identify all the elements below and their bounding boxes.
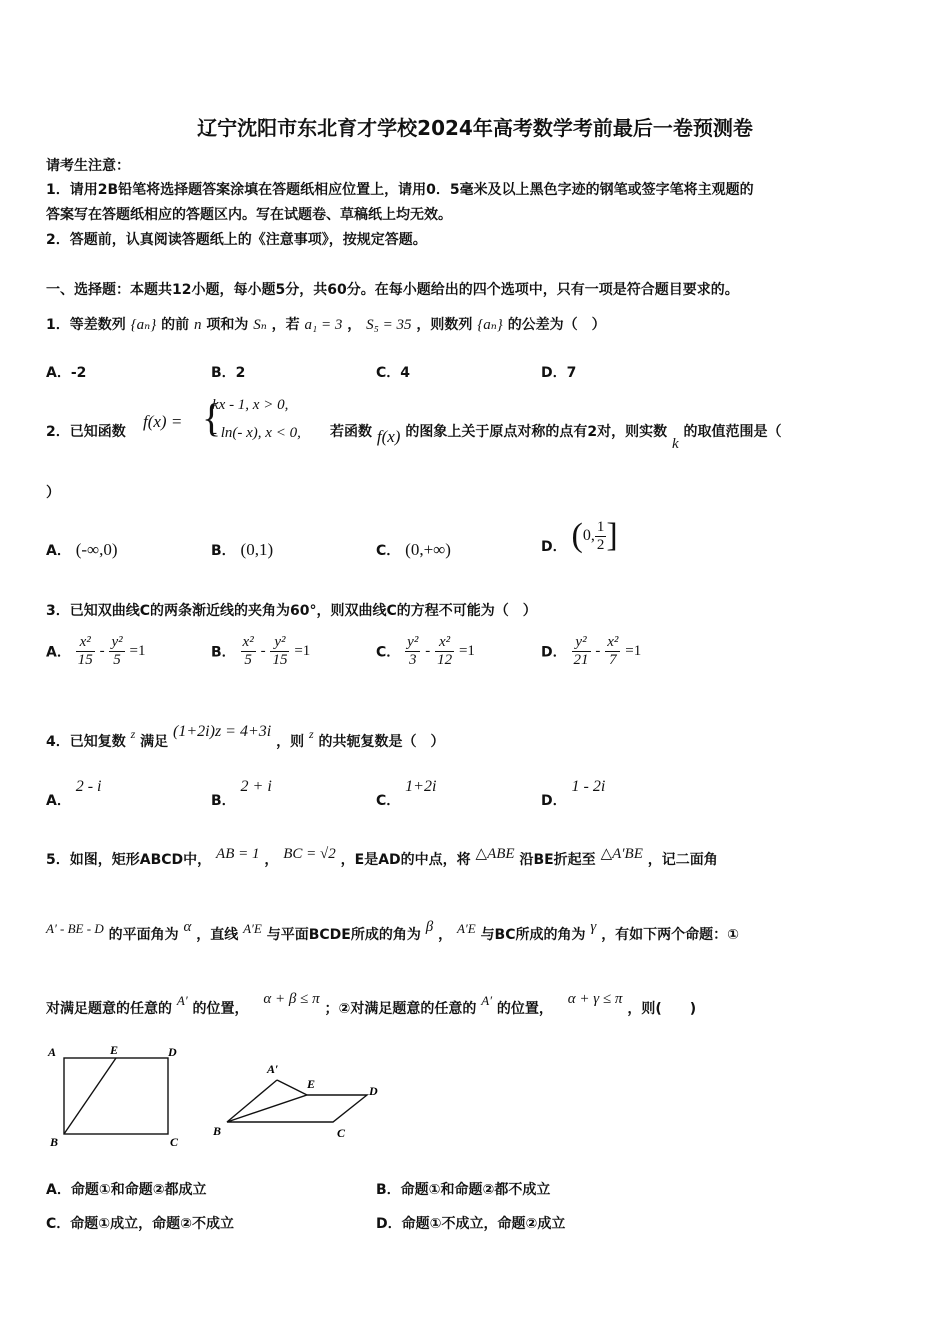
figure-rectangle <box>40 1040 190 1150</box>
q2-option-d[interactable] <box>541 516 618 556</box>
label-c: C <box>170 1135 179 1149</box>
q3-fraction <box>109 634 124 669</box>
q2-paren-close: ] <box>606 517 618 554</box>
q2-option-b[interactable] <box>211 540 273 560</box>
q3-fraction <box>270 634 289 669</box>
q3-fraction <box>572 634 591 669</box>
q2-case-1: kx - 1, x > 0, <box>212 397 289 413</box>
q4-text: ，则 <box>276 734 305 750</box>
q3-eq: =1 <box>458 643 475 659</box>
q1-option-c[interactable]: C．4 <box>376 365 411 381</box>
q3-option-label: D． <box>541 644 567 661</box>
q5-text: ， <box>438 927 453 943</box>
q3-den: 12 <box>437 652 453 668</box>
label-a: A <box>48 1045 57 1059</box>
q3-minus: - <box>595 643 601 659</box>
figure-folded <box>205 1055 395 1150</box>
q2-fraction-num: 1 <box>596 518 605 535</box>
q5-text: 的位置， <box>496 1001 553 1017</box>
q1-math-sequence: {aₙ} <box>477 317 503 333</box>
q5-text: 的平面角为 <box>108 927 179 943</box>
q5-math: A′ <box>481 993 493 1008</box>
q5-math: α + β ≤ π <box>263 991 320 1007</box>
q1-text: ， <box>347 317 362 333</box>
segment-be <box>64 1058 116 1134</box>
q5-text: 5．如图，矩形ABCD中， <box>46 852 212 868</box>
q4-option-value: 1 - 2i <box>571 778 606 795</box>
q3-num: x² <box>242 634 254 650</box>
q4-text: 4．已知复数 <box>46 734 126 750</box>
q3-den: 3 <box>408 652 417 668</box>
q4-option-a[interactable] <box>46 776 102 809</box>
segment-ba <box>227 1080 277 1122</box>
q3-den: 5 <box>113 652 121 668</box>
section-heading: 一、选择题：本题共12小题，每小题5分，共60分。在每小题给出的四个选项中，只有一项是符合题目要求的。 <box>46 282 739 298</box>
q5-option-c[interactable]: C．命题①成立，命题②不成立 <box>46 1216 234 1232</box>
quadrilateral-bcde <box>227 1095 367 1122</box>
q2-function-ref: f(x) <box>376 427 401 446</box>
q4-option-label: D． <box>541 793 567 809</box>
q4-option-value: 1+2i <box>405 778 437 795</box>
q1-math-s5: S₅ = 35 <box>366 317 412 333</box>
q5-math: A′E <box>243 921 262 936</box>
question-5-line-2 <box>46 919 740 944</box>
q2-paren-open: ( <box>571 517 583 554</box>
q5-math: △A′BE <box>600 846 643 862</box>
q2-option-value: (-∞,0) <box>75 540 118 559</box>
q4-equation: (1+2i)z = 4+3i <box>173 723 272 740</box>
q5-math: A′ <box>176 993 188 1008</box>
q4-option-b[interactable] <box>211 776 272 809</box>
q1-math-n: n <box>193 317 202 333</box>
question-5-line-1 <box>46 846 718 869</box>
q3-den: 7 <box>609 652 617 668</box>
q5-math: α <box>183 919 192 935</box>
q5-text: ，直线 <box>196 927 239 943</box>
q2-option-a[interactable] <box>46 540 118 560</box>
q4-option-label: A． <box>46 793 71 809</box>
q3-option-label: B． <box>211 644 236 661</box>
q2-option-value: (0,+∞) <box>405 540 451 559</box>
q2-fraction-den: 2 <box>596 536 605 553</box>
q5-text: ，有如下两个命题：① <box>601 927 740 943</box>
q4-option-label: C． <box>376 793 401 809</box>
q4-text: 的共轭复数是（ ） <box>318 734 445 750</box>
label-d: D <box>168 1045 177 1059</box>
q2-fraction <box>595 519 607 554</box>
q3-fraction <box>435 634 454 669</box>
q5-option-b[interactable]: B．命题①和命题②都不成立 <box>376 1182 551 1198</box>
q3-den: 15 <box>77 652 93 668</box>
q2-text: 若函数 <box>330 424 372 440</box>
label-b: B <box>213 1124 222 1138</box>
label-c: C <box>337 1126 346 1140</box>
q4-option-c[interactable] <box>376 776 437 809</box>
q3-fraction <box>241 634 256 669</box>
label-d: D <box>369 1084 378 1098</box>
q1-text: 的前 <box>161 317 190 333</box>
q5-text: 沿BE折起至 <box>519 852 596 868</box>
label-a-prime: A′ <box>267 1062 279 1076</box>
q1-option-a[interactable]: A．-2 <box>46 365 87 381</box>
notice-heading: 请考生注意： <box>46 158 130 174</box>
q5-option-a[interactable]: A．命题①和命题②都成立 <box>46 1182 207 1198</box>
q3-fraction <box>76 634 95 669</box>
q3-den: 15 <box>272 652 288 668</box>
q3-num: x² <box>76 634 95 652</box>
q1-text: ，若 <box>271 317 300 333</box>
q2-option-label: D． <box>541 539 567 555</box>
q5-math: △ABE <box>475 846 515 862</box>
q2-option-value: 0, <box>582 527 595 544</box>
q5-text: ， <box>264 852 279 868</box>
q3-option-label: A． <box>46 644 71 661</box>
q2-function: f(x) = <box>143 412 183 431</box>
q3-num: y² <box>270 634 289 652</box>
q2-text-2 <box>330 421 782 452</box>
q5-text: ；②对满足题意的任意的 <box>324 1001 477 1017</box>
q2-prefix: 2．已知函数 <box>46 424 126 440</box>
question-5-line-3 <box>46 991 697 1018</box>
q2-option-value: (0,1) <box>240 540 274 559</box>
q2-close: ） <box>46 485 60 501</box>
question-1 <box>46 314 606 334</box>
q1-math-a1: a₁ = 3 <box>304 317 343 333</box>
q3-eq: =1 <box>129 643 146 659</box>
rectangle-abcd <box>64 1058 168 1134</box>
q4-z: z <box>308 727 314 741</box>
q5-math: A′ - BE - D <box>46 921 104 936</box>
q3-minus: - <box>260 643 266 659</box>
q3-option-label: C． <box>376 644 401 661</box>
q5-text: ，记二面角 <box>647 852 718 868</box>
q4-z: z <box>130 727 136 741</box>
q3-option-a[interactable] <box>46 634 145 669</box>
q1-text: ，则数列 <box>416 317 473 333</box>
q5-math: γ <box>590 919 597 935</box>
q5-math: β <box>425 919 434 935</box>
q2-option-label: C． <box>376 543 401 559</box>
q3-num: y² <box>407 634 419 650</box>
notice-line-1b: 答案写在答题纸相应的答题区内。写在试题卷、草稿纸上均无效。 <box>46 207 452 223</box>
q2-option-label: A． <box>46 543 71 559</box>
q2-option-label: B． <box>211 543 236 559</box>
q2-case-2: - ln(- x), x < 0, <box>212 425 301 441</box>
label-b: B <box>50 1135 59 1149</box>
q3-fraction <box>605 634 620 669</box>
segment-ae <box>277 1080 307 1095</box>
q3-option-d[interactable] <box>541 634 641 669</box>
q5-text: ，则( ) <box>627 1001 697 1017</box>
q3-den: 5 <box>244 652 252 668</box>
q1-option-b[interactable]: B．2 <box>211 365 246 381</box>
q1-option-d[interactable]: D．7 <box>541 365 577 381</box>
q5-text: 的位置， <box>192 1001 249 1017</box>
question-4 <box>46 723 445 751</box>
q4-option-value: 2 - i <box>75 778 102 795</box>
q3-eq: =1 <box>294 643 311 659</box>
q1-text: 项和为 <box>206 317 249 333</box>
q5-math: A′E <box>456 921 476 936</box>
q3-minus: - <box>425 643 431 659</box>
q5-option-d[interactable]: D．命题①不成立，命题②成立 <box>376 1216 566 1232</box>
page-title: 辽宁沈阳市东北育才学校2024年高考数学考前最后一卷预测卷 <box>197 116 753 140</box>
q3-num: y² <box>111 634 123 650</box>
question-3: 3．已知双曲线C的两条渐近线的夹角为60°，则双曲线C的方程不可能为（ ） <box>46 603 537 619</box>
q2-option-c[interactable] <box>376 540 451 560</box>
q3-num: x² <box>435 634 454 652</box>
q1-math-sn: Sₙ <box>253 317 267 333</box>
label-e: E <box>307 1077 316 1091</box>
q5-math: BC = √2 <box>283 846 336 862</box>
q4-option-value: 2 + i <box>240 778 272 795</box>
label-e: E <box>110 1043 119 1057</box>
q2-brace: { <box>202 395 222 440</box>
q4-option-d[interactable] <box>541 776 606 809</box>
q2-text: 的取值范围是（ <box>683 424 782 440</box>
q3-num: y² <box>572 634 591 652</box>
q2-k: k <box>671 436 679 452</box>
q3-option-b[interactable] <box>211 634 310 669</box>
q5-text: 与BC所成的角为 <box>480 927 586 943</box>
q3-eq: =1 <box>625 643 642 659</box>
q5-text: ，E是AD的中点，将 <box>340 852 471 868</box>
q1-text: 的公差为（ ） <box>507 317 606 333</box>
q3-minus: - <box>99 643 105 659</box>
q3-num: x² <box>607 634 619 650</box>
q4-text: 满足 <box>140 734 169 750</box>
q1-math-sequence: {aₙ} <box>130 317 157 333</box>
q5-math: AB = 1 <box>216 846 260 862</box>
q2-text: 的图象上关于原点对称的点有2对，则实数 <box>405 424 668 440</box>
q3-fraction <box>405 634 420 669</box>
q5-text: 对满足题意的任意的 <box>46 1001 172 1017</box>
q1-text: 1．等差数列 <box>46 317 126 333</box>
notice-line-1: 1．请用2B铅笔将选择题答案涂填在答题纸相应位置上，请用0．5毫米及以上黑色字迹的钢笔或签字笔将主观题的 <box>46 182 754 198</box>
q4-option-label: B． <box>211 793 236 809</box>
q5-text: 与平面BCDE所成的角为 <box>266 927 421 943</box>
q3-option-c[interactable] <box>376 634 475 669</box>
notice-line-2: 2．答题前，认真阅读答题纸上的《注意事项》，按规定答题。 <box>46 232 427 248</box>
q5-math: α + γ ≤ π <box>567 991 623 1007</box>
q3-den: 21 <box>573 652 589 668</box>
